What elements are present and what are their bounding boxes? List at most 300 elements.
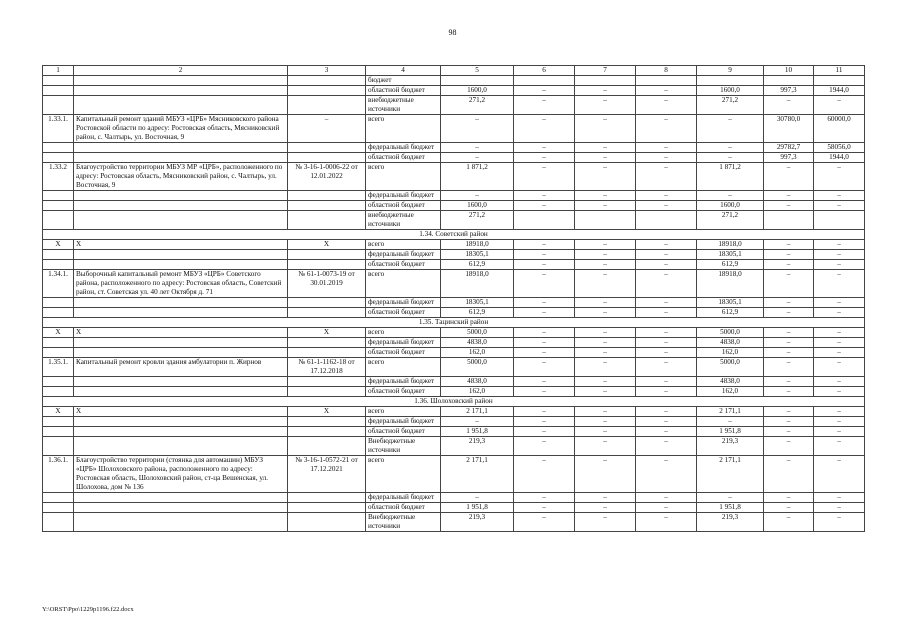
value-total: 612,9 bbox=[441, 260, 514, 270]
item-number: 1.36.1. bbox=[43, 456, 74, 493]
value-col7: – bbox=[575, 387, 636, 397]
value-col7: – bbox=[575, 191, 636, 201]
table-row bbox=[43, 503, 865, 513]
value-col9: 271,2 bbox=[697, 96, 764, 115]
item-number bbox=[43, 298, 74, 308]
item-description: Капитальный ремонт зданий МБУЗ «ЦРБ» Мясниковского района Ростовской области по адресу: Ростовская область, Мясниковский район, с. Чалтырь, ул. Восточная, 9 bbox=[74, 115, 288, 143]
value-col8: – bbox=[636, 201, 697, 211]
value-total: 1 951,8 bbox=[441, 503, 514, 513]
value-col7: – bbox=[575, 437, 636, 456]
funding-source: Внебюджетные источники bbox=[366, 437, 441, 456]
header-cell: 7 bbox=[575, 66, 636, 76]
value-col7: – bbox=[575, 143, 636, 153]
permit-number bbox=[288, 427, 366, 437]
item-description bbox=[74, 437, 288, 456]
value-col7 bbox=[575, 76, 636, 86]
value-col7: – bbox=[575, 115, 636, 143]
item-number bbox=[43, 387, 74, 397]
value-col7: – bbox=[575, 201, 636, 211]
funding-source: областной бюджет bbox=[366, 348, 441, 358]
value-col10: – bbox=[764, 298, 814, 308]
item-number bbox=[43, 377, 74, 387]
value-total: 1600,0 bbox=[441, 86, 514, 96]
value-col6: – bbox=[514, 153, 575, 163]
value-col11: 60000,0 bbox=[814, 115, 865, 143]
value-col8: – bbox=[636, 143, 697, 153]
item-number bbox=[43, 427, 74, 437]
funding-source: федеральный бюджет bbox=[366, 417, 441, 427]
value-col11: – bbox=[814, 377, 865, 387]
value-col8: – bbox=[636, 328, 697, 338]
value-col10: – bbox=[764, 437, 814, 456]
item-number bbox=[43, 250, 74, 260]
permit-number bbox=[288, 153, 366, 163]
value-col10: – bbox=[764, 348, 814, 358]
table-row bbox=[43, 163, 865, 191]
value-col9: 1600,0 bbox=[697, 201, 764, 211]
value-col10: – bbox=[764, 338, 814, 348]
item-description bbox=[74, 308, 288, 318]
permit-number bbox=[288, 513, 366, 532]
item-number: 1.33.2 bbox=[43, 163, 74, 191]
value-col10: – bbox=[764, 456, 814, 493]
value-total: 271,2 bbox=[441, 211, 514, 230]
permit-number bbox=[288, 250, 366, 260]
value-col7: – bbox=[575, 153, 636, 163]
value-col7: – bbox=[575, 250, 636, 260]
value-col8: – bbox=[636, 417, 697, 427]
value-col9: 18918,0 bbox=[697, 270, 764, 298]
item-description bbox=[74, 298, 288, 308]
table-body bbox=[43, 76, 865, 532]
item-number: 1.34.1. bbox=[43, 270, 74, 298]
value-col11: – bbox=[814, 427, 865, 437]
funding-source: областной бюджет bbox=[366, 86, 441, 96]
funding-source: всего bbox=[366, 240, 441, 250]
item-number bbox=[43, 348, 74, 358]
table-row bbox=[43, 240, 865, 250]
value-col6: – bbox=[514, 358, 575, 377]
item-number: 1.35.1. bbox=[43, 358, 74, 377]
value-col6: – bbox=[514, 427, 575, 437]
value-col7: – bbox=[575, 358, 636, 377]
value-col8: – bbox=[636, 338, 697, 348]
funding-source: Внебюджетные источники bbox=[366, 513, 441, 532]
permit-number bbox=[288, 143, 366, 153]
item-description bbox=[74, 250, 288, 260]
value-total: 18305,1 bbox=[441, 250, 514, 260]
value-col8: – bbox=[636, 163, 697, 191]
funding-source: федеральный бюджет bbox=[366, 191, 441, 201]
value-col11: – bbox=[814, 493, 865, 503]
section-row bbox=[43, 397, 865, 407]
value-col10: – bbox=[764, 377, 814, 387]
permit-number bbox=[288, 76, 366, 86]
value-total bbox=[441, 76, 514, 86]
funding-source: федеральный бюджет bbox=[366, 377, 441, 387]
value-col6: – bbox=[514, 377, 575, 387]
value-col6: – bbox=[514, 250, 575, 260]
value-col10: – bbox=[764, 270, 814, 298]
table-row bbox=[43, 96, 865, 115]
item-number bbox=[43, 503, 74, 513]
value-total: 219,3 bbox=[441, 513, 514, 532]
permit-number: X bbox=[288, 407, 366, 417]
value-col6: – bbox=[514, 493, 575, 503]
item-description bbox=[74, 211, 288, 230]
value-col10: – bbox=[764, 308, 814, 318]
value-col10: 997,3 bbox=[764, 86, 814, 96]
value-col10: 997,3 bbox=[764, 153, 814, 163]
funding-source: бюджет bbox=[366, 76, 441, 86]
value-col10: – bbox=[764, 387, 814, 397]
value-col8: – bbox=[636, 503, 697, 513]
item-description bbox=[74, 143, 288, 153]
table-row bbox=[43, 328, 865, 338]
table-row bbox=[43, 427, 865, 437]
funding-source: всего bbox=[366, 163, 441, 191]
value-col11: – bbox=[814, 417, 865, 427]
value-col11: – bbox=[814, 358, 865, 377]
permit-number bbox=[288, 437, 366, 456]
value-col11: 58056,0 bbox=[814, 143, 865, 153]
value-col6: – bbox=[514, 115, 575, 143]
value-col9: 2 171,1 bbox=[697, 407, 764, 417]
permit-number: № 61-1-1162-18 от 17.12.2018 bbox=[288, 358, 366, 377]
funding-source: областной бюджет bbox=[366, 427, 441, 437]
value-col11: – bbox=[814, 240, 865, 250]
value-col8: – bbox=[636, 240, 697, 250]
value-col9: 18305,1 bbox=[697, 298, 764, 308]
value-col8: – bbox=[636, 115, 697, 143]
value-col9: 1600,0 bbox=[697, 86, 764, 96]
value-col6: – bbox=[514, 298, 575, 308]
value-col9: 18305,1 bbox=[697, 250, 764, 260]
value-col8: – bbox=[636, 513, 697, 532]
permit-number bbox=[288, 348, 366, 358]
table-row bbox=[43, 407, 865, 417]
permit-number bbox=[288, 417, 366, 427]
value-total: 162,0 bbox=[441, 348, 514, 358]
value-col10: – bbox=[764, 407, 814, 417]
item-number: X bbox=[43, 407, 74, 417]
permit-number bbox=[288, 503, 366, 513]
item-description bbox=[74, 76, 288, 86]
value-total: – bbox=[441, 153, 514, 163]
value-col10 bbox=[764, 76, 814, 86]
value-col9: 1 951,8 bbox=[697, 503, 764, 513]
item-number bbox=[43, 260, 74, 270]
table-row bbox=[43, 308, 865, 318]
table-row bbox=[43, 338, 865, 348]
value-col10: – bbox=[764, 503, 814, 513]
value-col8: – bbox=[636, 387, 697, 397]
value-col11: 1944,0 bbox=[814, 153, 865, 163]
table-row bbox=[43, 260, 865, 270]
item-description bbox=[74, 153, 288, 163]
item-description: X bbox=[74, 328, 288, 338]
value-col11: – bbox=[814, 387, 865, 397]
funding-source: областной бюджет bbox=[366, 503, 441, 513]
value-total: 162,0 bbox=[441, 387, 514, 397]
funding-source: всего bbox=[366, 358, 441, 377]
value-total: – bbox=[441, 115, 514, 143]
table-row bbox=[43, 86, 865, 96]
value-total: 4838,0 bbox=[441, 338, 514, 348]
value-col7: – bbox=[575, 417, 636, 427]
value-col10: – bbox=[764, 250, 814, 260]
header-row bbox=[43, 66, 865, 76]
value-col7: – bbox=[575, 328, 636, 338]
value-col10 bbox=[764, 211, 814, 230]
value-col9: 1 951,8 bbox=[697, 427, 764, 437]
section-title: 1.36. Шолоховский район bbox=[43, 397, 865, 407]
value-col6: – bbox=[514, 143, 575, 153]
table-row bbox=[43, 513, 865, 532]
value-col11: – bbox=[814, 260, 865, 270]
value-col11: – bbox=[814, 308, 865, 318]
funding-source: внебюджетные источники bbox=[366, 96, 441, 115]
header-cell: 5 bbox=[441, 66, 514, 76]
value-col9: 4838,0 bbox=[697, 338, 764, 348]
value-total: 18918,0 bbox=[441, 240, 514, 250]
value-col7: – bbox=[575, 377, 636, 387]
header-cell: 4 bbox=[366, 66, 441, 76]
value-total: 18305,1 bbox=[441, 298, 514, 308]
item-number bbox=[43, 201, 74, 211]
table-row bbox=[43, 115, 865, 143]
item-description bbox=[74, 493, 288, 503]
value-total: 2 171,1 bbox=[441, 407, 514, 417]
value-col9: 2 171,1 bbox=[697, 456, 764, 493]
value-col8: – bbox=[636, 298, 697, 308]
table-row bbox=[43, 191, 865, 201]
header-cell: 8 bbox=[636, 66, 697, 76]
item-number: X bbox=[43, 328, 74, 338]
value-total: 4838,0 bbox=[441, 377, 514, 387]
value-col6: – bbox=[514, 270, 575, 298]
permit-number bbox=[288, 211, 366, 230]
value-col10: 29782,7 bbox=[764, 143, 814, 153]
value-col8: – bbox=[636, 96, 697, 115]
funding-source: федеральный бюджет bbox=[366, 298, 441, 308]
funding-source: всего bbox=[366, 328, 441, 338]
permit-number: № 3-16-1-0006-22 от 12.01.2022 bbox=[288, 163, 366, 191]
permit-number bbox=[288, 308, 366, 318]
value-total: 219,3 bbox=[441, 437, 514, 456]
header-cell: 2 bbox=[74, 66, 288, 76]
item-description bbox=[74, 417, 288, 427]
funding-source: областной бюджет bbox=[366, 201, 441, 211]
item-description: X bbox=[74, 407, 288, 417]
value-col8: – bbox=[636, 260, 697, 270]
funding-source: областной бюджет bbox=[366, 153, 441, 163]
section-row bbox=[43, 318, 865, 328]
table-row bbox=[43, 348, 865, 358]
value-col8: – bbox=[636, 250, 697, 260]
value-col11 bbox=[814, 76, 865, 86]
value-col7 bbox=[575, 211, 636, 230]
value-col11: 1944,0 bbox=[814, 86, 865, 96]
value-total: 1600,0 bbox=[441, 201, 514, 211]
item-description: Выборочный капитальный ремонт МБУЗ «ЦРБ» Советского района, расположенного по адресу: Ростовская область, Советский район, ст. Советская ул. 40 лет Октября д. 71 bbox=[74, 270, 288, 298]
item-description bbox=[74, 387, 288, 397]
item-description bbox=[74, 503, 288, 513]
value-total: 2 171,1 bbox=[441, 456, 514, 493]
item-description: Благоустройство территории МБУЗ МР «ЦРБ», расположенного по адресу: Ростовская область, Мясниковский район, с. Чалтырь, ул. Восточная, 9 bbox=[74, 163, 288, 191]
item-description bbox=[74, 86, 288, 96]
value-col6: – bbox=[514, 191, 575, 201]
value-col10: – bbox=[764, 358, 814, 377]
value-col9: – bbox=[697, 115, 764, 143]
value-total: 1 951,8 bbox=[441, 427, 514, 437]
table-row bbox=[43, 270, 865, 298]
item-number bbox=[43, 437, 74, 456]
permit-number bbox=[288, 387, 366, 397]
value-col10: 30780,0 bbox=[764, 115, 814, 143]
value-col9: 5000,0 bbox=[697, 358, 764, 377]
table-row bbox=[43, 456, 865, 493]
value-col7: – bbox=[575, 513, 636, 532]
value-col7: – bbox=[575, 456, 636, 493]
item-description bbox=[74, 191, 288, 201]
value-col11: – bbox=[814, 270, 865, 298]
value-col8: – bbox=[636, 191, 697, 201]
funding-source: федеральный бюджет bbox=[366, 493, 441, 503]
value-col11: – bbox=[814, 456, 865, 493]
value-col11: – bbox=[814, 407, 865, 417]
table-row bbox=[43, 76, 865, 86]
funding-source: всего bbox=[366, 407, 441, 417]
permit-number: – bbox=[288, 115, 366, 143]
value-col9: 271,2 bbox=[697, 211, 764, 230]
value-col6 bbox=[514, 211, 575, 230]
value-col10: – bbox=[764, 427, 814, 437]
value-col7: – bbox=[575, 503, 636, 513]
value-col6: – bbox=[514, 240, 575, 250]
value-total: 5000,0 bbox=[441, 328, 514, 338]
funding-source: областной бюджет bbox=[366, 260, 441, 270]
header-cell: 1 bbox=[43, 66, 74, 76]
value-col8: – bbox=[636, 407, 697, 417]
header-cell: 3 bbox=[288, 66, 366, 76]
value-col8 bbox=[636, 76, 697, 86]
table-row bbox=[43, 298, 865, 308]
value-total: 612,9 bbox=[441, 308, 514, 318]
page-number: 98 bbox=[448, 28, 457, 37]
table-row bbox=[43, 143, 865, 153]
item-number bbox=[43, 191, 74, 201]
value-col10: – bbox=[764, 240, 814, 250]
value-col6: – bbox=[514, 387, 575, 397]
permit-number bbox=[288, 86, 366, 96]
value-col9: – bbox=[697, 191, 764, 201]
section-title: 1.35. Тацинский район bbox=[43, 318, 865, 328]
value-col8: – bbox=[636, 377, 697, 387]
value-col9: 18918,0 bbox=[697, 240, 764, 250]
value-total: – bbox=[441, 417, 514, 427]
value-col7: – bbox=[575, 260, 636, 270]
value-col9: – bbox=[697, 153, 764, 163]
item-description bbox=[74, 513, 288, 532]
value-col7: – bbox=[575, 240, 636, 250]
value-col6: – bbox=[514, 86, 575, 96]
table-row bbox=[43, 387, 865, 397]
value-col11: – bbox=[814, 96, 865, 115]
value-col8: – bbox=[636, 86, 697, 96]
value-total: 5000,0 bbox=[441, 358, 514, 377]
value-col6: – bbox=[514, 417, 575, 427]
value-total: – bbox=[441, 493, 514, 503]
value-col7: – bbox=[575, 493, 636, 503]
value-col11: – bbox=[814, 328, 865, 338]
value-col6: – bbox=[514, 338, 575, 348]
item-description bbox=[74, 96, 288, 115]
value-col11 bbox=[814, 211, 865, 230]
permit-number bbox=[288, 201, 366, 211]
funding-source: областной бюджет bbox=[366, 387, 441, 397]
item-number bbox=[43, 76, 74, 86]
footer-file-path: Y:\ORST\Ppo\1229p1196.f22.docx bbox=[42, 606, 134, 613]
table-row bbox=[43, 437, 865, 456]
table-row bbox=[43, 493, 865, 503]
value-col9: 4838,0 bbox=[697, 377, 764, 387]
value-col8: – bbox=[636, 358, 697, 377]
table-row bbox=[43, 153, 865, 163]
value-col6: – bbox=[514, 260, 575, 270]
item-number bbox=[43, 417, 74, 427]
value-col9: – bbox=[697, 143, 764, 153]
value-col7: – bbox=[575, 298, 636, 308]
permit-number bbox=[288, 493, 366, 503]
value-col8: – bbox=[636, 348, 697, 358]
header-cell: 6 bbox=[514, 66, 575, 76]
item-number bbox=[43, 96, 74, 115]
value-col9: 1 871,2 bbox=[697, 163, 764, 191]
item-number bbox=[43, 308, 74, 318]
value-col7: – bbox=[575, 407, 636, 417]
funding-source: федеральный бюджет bbox=[366, 143, 441, 153]
value-col8: – bbox=[636, 437, 697, 456]
value-col11: – bbox=[814, 163, 865, 191]
permit-number bbox=[288, 96, 366, 115]
value-col10: – bbox=[764, 191, 814, 201]
item-description bbox=[74, 427, 288, 437]
budget-table bbox=[42, 65, 865, 532]
table-row bbox=[43, 417, 865, 427]
permit-number bbox=[288, 298, 366, 308]
value-col8: – bbox=[636, 427, 697, 437]
table-row bbox=[43, 211, 865, 230]
value-col6: – bbox=[514, 437, 575, 456]
value-col7: – bbox=[575, 348, 636, 358]
value-total: 1 871,2 bbox=[441, 163, 514, 191]
item-number: X bbox=[43, 240, 74, 250]
value-col7: – bbox=[575, 270, 636, 298]
value-total: – bbox=[441, 191, 514, 201]
value-col11: – bbox=[814, 201, 865, 211]
value-total: – bbox=[441, 143, 514, 153]
item-number bbox=[43, 143, 74, 153]
value-col7: – bbox=[575, 427, 636, 437]
value-total: 271,2 bbox=[441, 96, 514, 115]
funding-source: областной бюджет bbox=[366, 308, 441, 318]
value-col6: – bbox=[514, 348, 575, 358]
table-row bbox=[43, 358, 865, 377]
value-col6: – bbox=[514, 503, 575, 513]
funding-source: всего bbox=[366, 456, 441, 493]
value-col10: – bbox=[764, 513, 814, 532]
